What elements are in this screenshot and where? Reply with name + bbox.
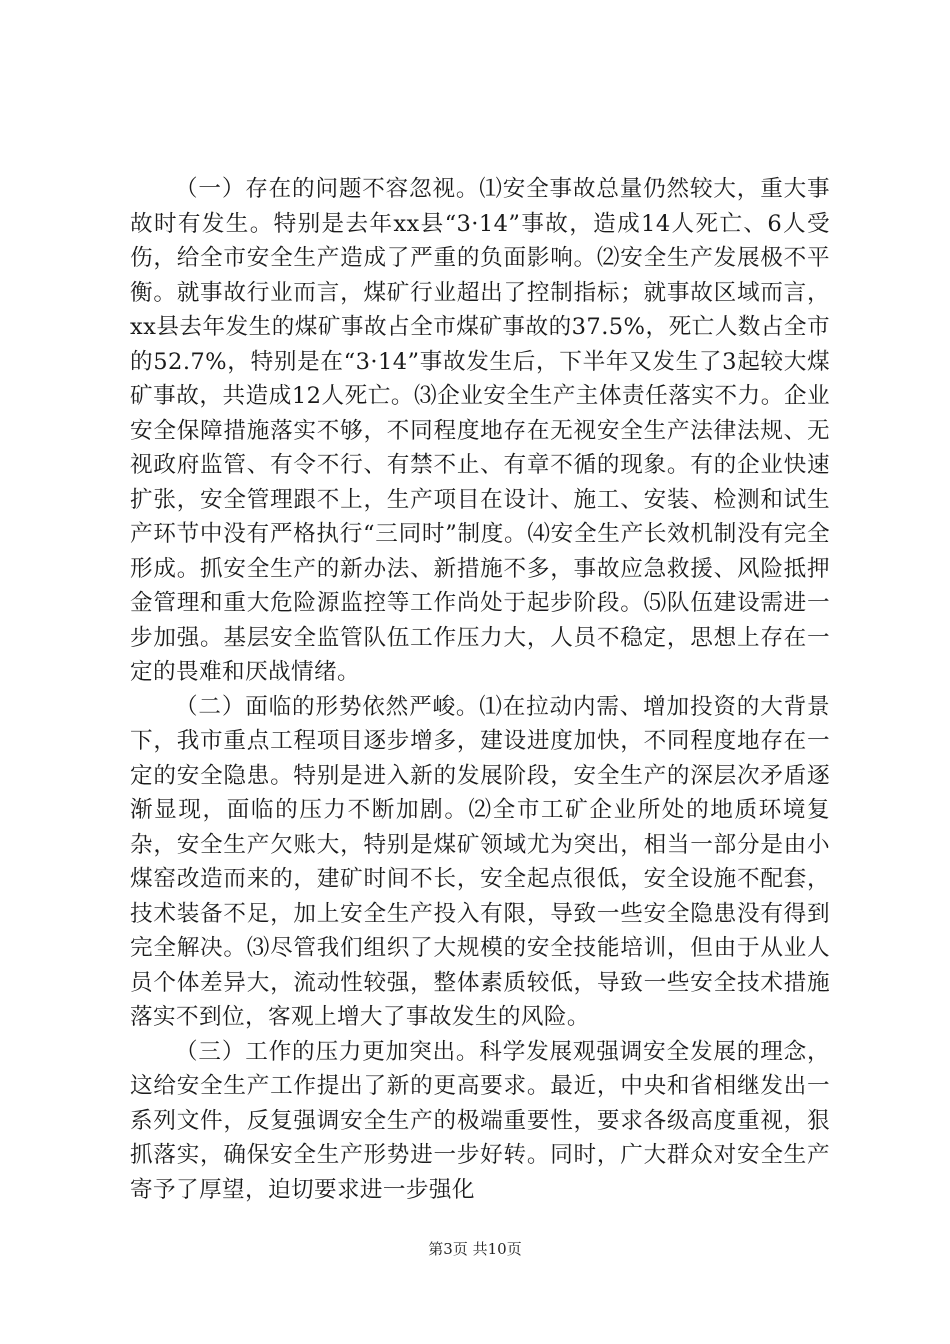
paragraph-severe-situation: （二）面临的形势依然严峻。⑴在拉动内需、增加投资的大背景下，我市重点工程项目逐步增多，建设进度加快，不同程度地存在一定的安全隐患。特别是进入新的发展阶段，安全生产的深层次矛盾逐渐显现，面临的压力不断加剧。⑵全市工矿企业所处的地质环境复杂，安全生产欠账大，特别是煤矿领域尤为突出，相当一部分是由小煤窑改造而来的，建矿时间不长，安全起点很低，安全设施不配套，技术装备不足，加上安全生产投入有限，导致一些安全隐患没有得到完全解决。⑶尽管我们组织了大规模的安全技能培训，但由于从业人员个体差异大，流动性较强，整体素质较低，导致一些安全技术措施落实不到位，客观上增大了事故发生的风险。 (130, 693, 830, 1030)
paragraph-existing-problems: （一）存在的问题不容忽视。⑴安全事故总量仍然较大，重大事故时有发生。特别是去年xx县“3·14”事故，造成14人死亡、6人受伤，给全市安全生产造成了严重的负面影响。⑵安全生产发展极不平衡。就事故行业而言，煤矿行业超出了控制指标；就事故区域而言，xx县去年发生的煤矿事故占全市煤矿事故的37.5%，死亡人数占全市的52.7%，特别是在“3·14”事故发生后，下半年又发生了3起较大煤矿事故，共造成12人死亡。⑶企业安全生产主体责任落实不力。企业安全保障措施落实不够，不同程度地存在无视安全生产法律法规、无视政府监管、有令不行、有禁不止、有章不循的现象。有的企业快速扩张，安全管理跟不上，生产项目在设计、施工、安装、检测和试生产环节中没有严格执行“三同时”制度。⑷安全生产长效机制没有完全形成。抓安全生产的新办法、新措施不多，事故应急救援、风险抵押金管理和重大危险源监控等工作尚处于起步阶段。⑸队伍建设需进一步加强。基层安全监管队伍工作压力大，人员不稳定，思想上存在一定的畏难和厌战情绪。 (130, 176, 830, 685)
document-body (130, 172, 830, 1207)
paragraph-work-pressure: （三）工作的压力更加突出。科学发展观强调安全发展的理念，这给安全生产工作提出了新的更高要求。最近，中央和省相继发出一系列文件，反复强调安全生产的极端重要性，要求各级高度重视，狠抓落实，确保安全生产形势进一步好转。同时，广大群众对安全生产寄予了厚望，迫切要求进一步强化 (130, 1038, 830, 1203)
page-number-footer: 第3页 共10页 (428, 1240, 522, 1258)
